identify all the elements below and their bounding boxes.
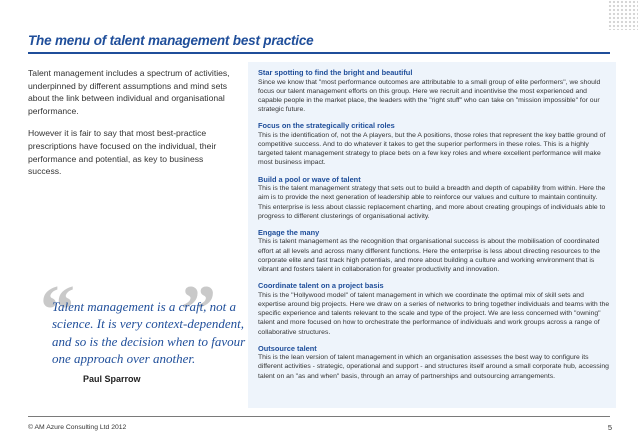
section-title: Focus on the strategically critical roles bbox=[258, 121, 395, 131]
practice-section bbox=[258, 175, 616, 221]
practices-panel bbox=[248, 62, 616, 408]
page-number: 5 bbox=[607, 423, 612, 432]
intro-paragraph-2: However it is fair to say that most best-practice prescriptions have focused on the individual, their performance and potential, as key to business success. bbox=[28, 128, 217, 177]
quote-text: Talent management is a craft, not a science. It is very context-dependent, and so is the decision when to favour one approach over another. bbox=[52, 299, 246, 367]
close-quote-icon: ” bbox=[181, 272, 216, 349]
copyright: © AM Azure Consulting Ltd 2012 bbox=[28, 424, 127, 431]
quote-author: Paul Sparrow bbox=[83, 374, 141, 384]
practice-section bbox=[258, 281, 616, 337]
pull-quote bbox=[40, 272, 246, 410]
section-body: This is talent management as the recognition that organisational success is about the mobilisation of coordinated effort at all levels and across many different functions. Here the enterprise is less about directing resources to the corporate elite and fast track high potentials, and more about building a culture and working environment that is vibrant and fosters talent in collaboration for greater productivity and innovation. bbox=[258, 238, 601, 274]
section-title: Engage the many bbox=[258, 227, 320, 237]
practice-section bbox=[258, 344, 616, 381]
section-body: This is the identification of, not the A players, but the A positions, those roles that represent the key battle ground of competitive success. And to do whatever it takes to get the superior performers in these roles. This is a highly targeted talent management strategy to place bets on a few key roles and where excellent performance will make most business impact. bbox=[258, 131, 606, 167]
section-body: Since we know that "most performance outcomes are attributable to a small group of elite performers", we should focus our talent management efforts on this group. Here we recruit and incentivise the most experienced and capable people in the market place, the leaders with the "right stuff" who can take on "mission impossible" for our strategic future. bbox=[258, 78, 601, 114]
practice-section bbox=[258, 121, 616, 167]
practice-section bbox=[258, 228, 616, 274]
intro-paragraph-1: Talent management includes a spectrum of activities, underpinned by different assumptions and mind sets about the link between individual and organisational performance. bbox=[28, 68, 230, 116]
section-title: Build a pool or wave of talent bbox=[258, 174, 361, 184]
section-title: Coordinate talent on a project basis bbox=[258, 281, 384, 291]
section-body: This is the "Hollywood model" of talent management in which we coordinate the optimal mix of skill sets and expertise around big projects. Here we draw on a series of networks to bring together individuals and teams with the specific experience and talents relevant to the scale and type of the project. We are less concerned with "owning" talent and more focused on how to orchestrate the performance of individuals and work groups across a range of collaborative structures. bbox=[258, 291, 610, 336]
corner-dot-pattern bbox=[608, 0, 638, 30]
page-title: The menu of talent management best practice bbox=[28, 33, 314, 48]
title-underline bbox=[28, 52, 610, 54]
open-quote-icon: “ bbox=[40, 272, 75, 349]
section-title: Star spotting to find the bright and beautiful bbox=[258, 68, 413, 77]
section-body: This is the talent management strategy that sets out to build a breadth and depth of capability from within. Here the aim is to provide the next generation of leadership able to reinforce our values and culture to maintain continuity. This enterprise is less about classic replacement charting, and more about creating groupings of individuals able to progress to different clusterings of organisational activity. bbox=[258, 185, 606, 220]
section-title: Outsource talent bbox=[258, 343, 317, 353]
practice-section bbox=[258, 68, 616, 114]
footer-divider bbox=[28, 416, 610, 417]
intro-text bbox=[28, 67, 238, 188]
section-body: This is the lean version of talent management in which an organisation assesses the best way to configure its different activities - strategic, operational and support - and structures itself around a small corporate hub, accessing talent on an "as and when" basis, through an array of partnerships and outsourcing arrangements. bbox=[258, 354, 609, 380]
